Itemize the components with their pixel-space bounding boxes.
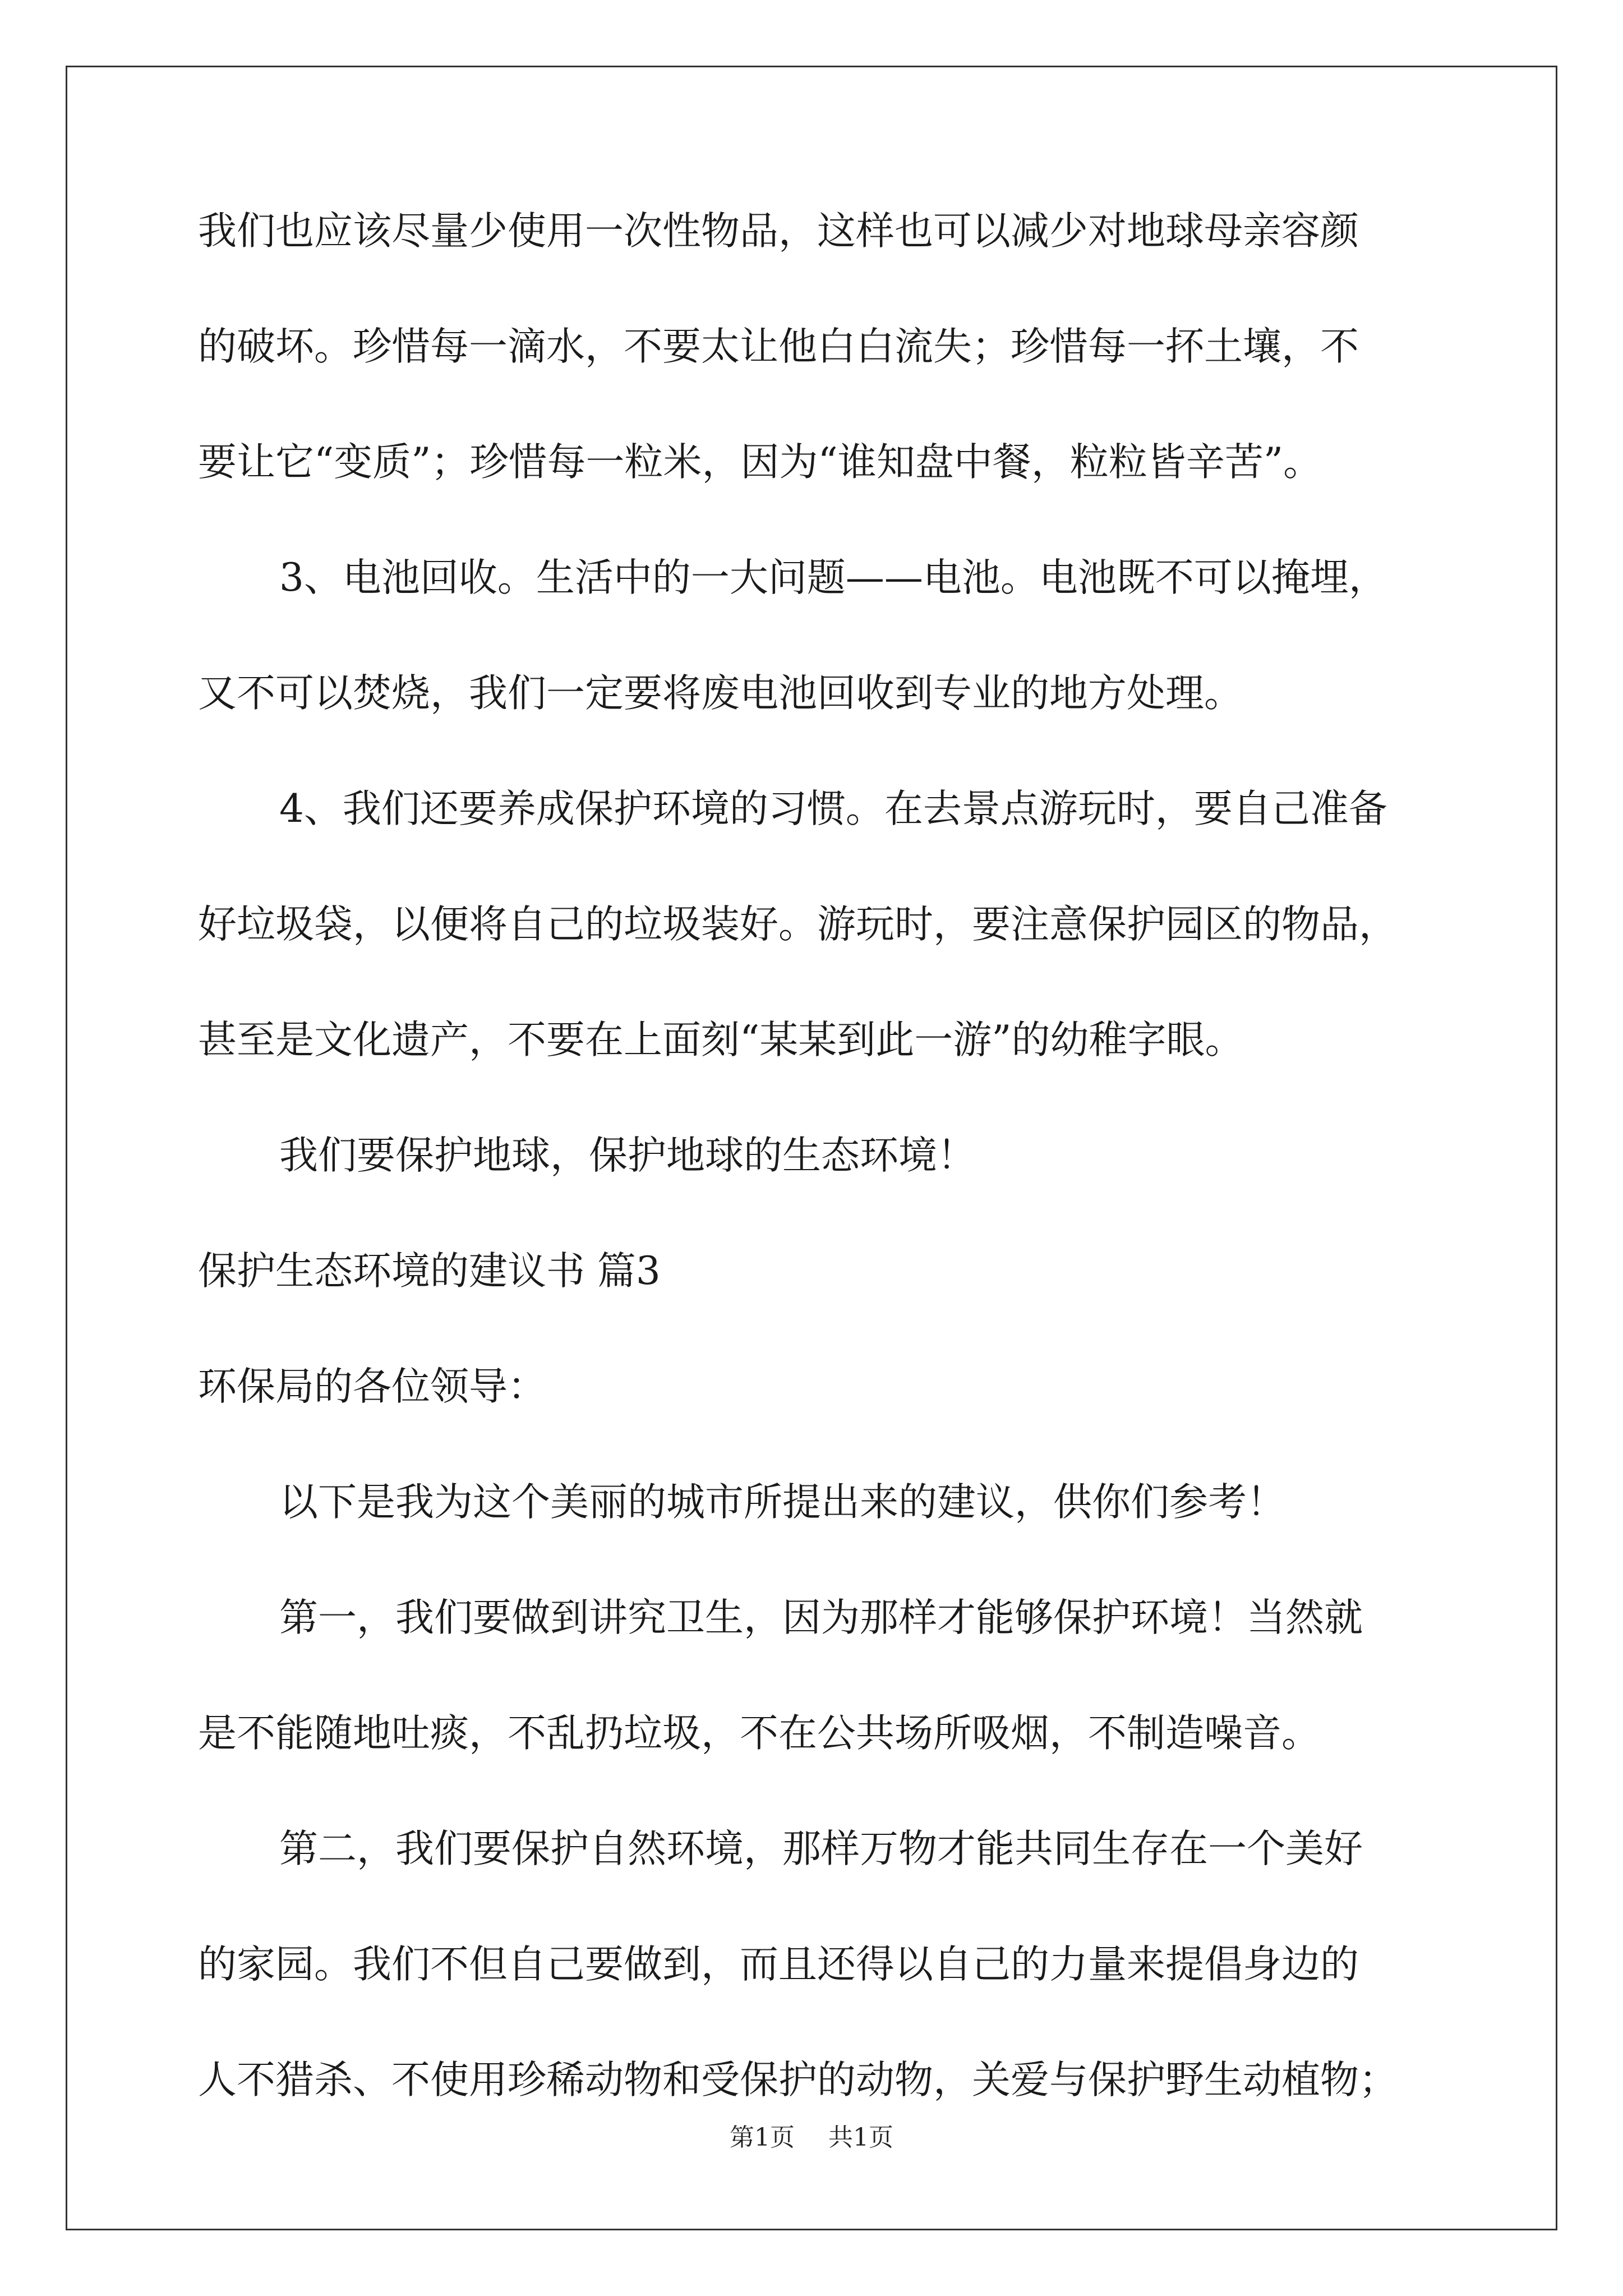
document-body (198, 209, 1465, 2177)
text-line: 的家园。我们不但自己要做到，而且还得以自己的力量来提倡身边的 (198, 1942, 1359, 1987)
page-footer (0, 2125, 1623, 2150)
text-line: 我们要保护地球，保护地球的生态环境！ (279, 1133, 976, 1178)
text-line: 又不可以焚烧，我们一定要将废电池回收到专业的地方处理。 (198, 671, 1243, 716)
text-line: 甚至是文化遗产，不要在上面刻“某某到此一游”的幼稚字眼。 (198, 1018, 1244, 1062)
salutation: 环保局的各位领导： (198, 1364, 546, 1409)
text-line: 要让它“变质”；珍惜每一粒米，因为“谁知盘中餐，粒粒皆辛苦”。 (198, 440, 1322, 485)
text-line: 的破坏。珍惜每一滴水，不要太让他白白流失；珍惜每一抔土壤，不 (198, 324, 1359, 369)
text-line: 4、我们还要养成保护环境的习惯。在去景点游玩时，要自己准备 (279, 786, 1387, 831)
text-line: 好垃圾袋，以便将自己的垃圾装好。游玩时，要注意保护园区的物品， (198, 902, 1398, 947)
text-line: 是不能随地吐痰，不乱扔垃圾，不在公共场所吸烟，不制造噪音。 (198, 1711, 1320, 1756)
text-line: 人不猎杀、不使用珍稀动物和受保护的动物，关爱与保护野生动植物； (198, 2058, 1398, 2102)
text-line: 3、电池回收。生活中的一大问题——电池。电池既不可以掩埋， (279, 555, 1387, 600)
text-line: 以下是我为这个美丽的城市所提出来的建议，供你们参考！ (279, 1480, 1285, 1525)
text-line: 我们也应该尽量少使用一次性物品，这样也可以减少对地球母亲容颜 (198, 209, 1359, 254)
page-total: 共1页 (828, 2123, 893, 2152)
page-number: 第1页 (730, 2123, 795, 2152)
text-line: 第一，我们要做到讲究卫生，因为那样才能够保护环境！当然就 (279, 1595, 1363, 1640)
section-heading: 保护生态环境的建议书 篇3 (198, 1249, 661, 1294)
text-line: 第二，我们要保护自然环境，那样万物才能共同生存在一个美好 (279, 1826, 1363, 1871)
